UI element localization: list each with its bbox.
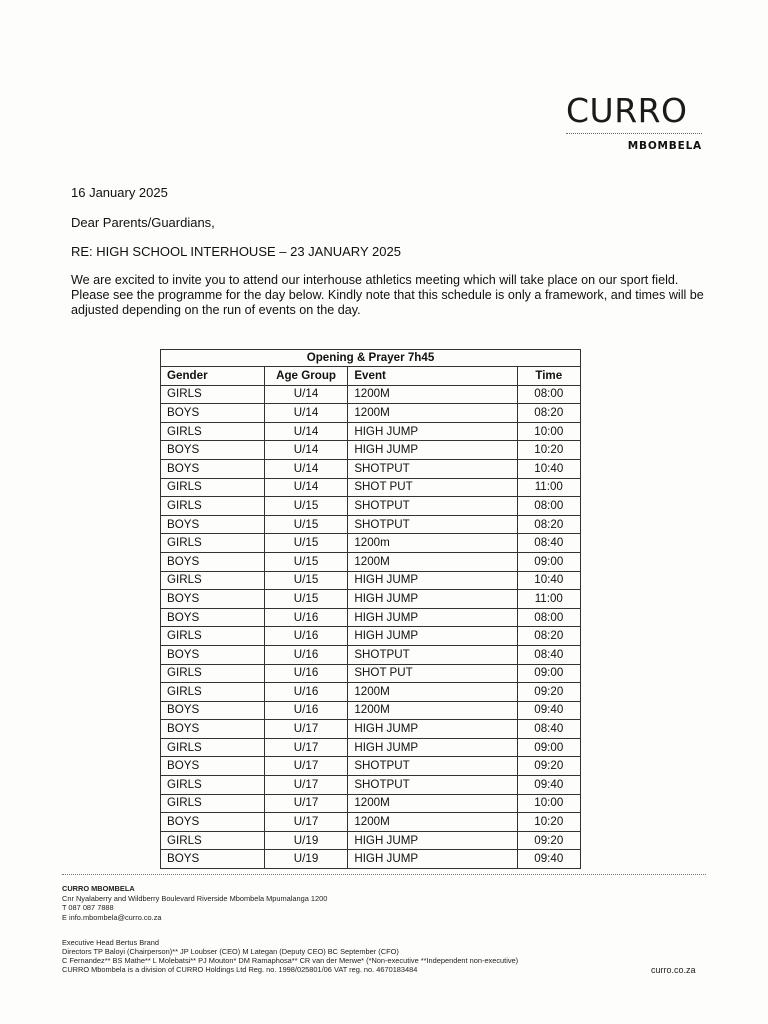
cell-time: 08:00 — [517, 385, 580, 404]
footer-phone: T 087 087 7888 — [62, 903, 114, 912]
cell-gender: BOYS — [161, 515, 265, 534]
cell-time: 10:40 — [517, 571, 580, 590]
cell-event: HIGH JUMP — [348, 720, 517, 739]
cell-time: 11:00 — [517, 478, 580, 497]
cell-age-group: U/14 — [264, 422, 348, 441]
table-row — [161, 664, 581, 683]
header-event: Event — [348, 367, 517, 386]
header-age-group: Age Group — [264, 367, 348, 386]
cell-event: 1200M — [348, 794, 517, 813]
table-row — [161, 515, 581, 534]
cell-gender: BOYS — [161, 552, 265, 571]
cell-gender: GIRLS — [161, 794, 265, 813]
logo-campus: MBOMBELA — [627, 140, 702, 152]
table-row — [161, 683, 581, 702]
cell-time: 09:40 — [517, 850, 580, 869]
cell-event: 1200m — [348, 534, 517, 553]
table-row — [161, 757, 581, 776]
cell-time: 08:20 — [517, 627, 580, 646]
cell-gender: BOYS — [161, 645, 265, 664]
cell-age-group: U/16 — [264, 664, 348, 683]
table-row — [161, 701, 581, 720]
cell-age-group: U/17 — [264, 776, 348, 795]
cell-time: 09:20 — [517, 757, 580, 776]
letter-salutation: Dear Parents/Guardians, — [71, 215, 215, 230]
table-row — [161, 534, 581, 553]
cell-age-group: U/14 — [264, 459, 348, 478]
cell-gender: GIRLS — [161, 497, 265, 516]
cell-gender: BOYS — [161, 404, 265, 423]
cell-gender: GIRLS — [161, 385, 265, 404]
cell-gender: GIRLS — [161, 831, 265, 850]
cell-gender: GIRLS — [161, 627, 265, 646]
cell-event: 1200M — [348, 683, 517, 702]
cell-gender: BOYS — [161, 757, 265, 776]
opening-prayer-banner: Opening & Prayer 7h45 — [161, 350, 581, 367]
table-row — [161, 404, 581, 423]
cell-time: 10:20 — [517, 441, 580, 460]
footer-divider — [62, 874, 706, 875]
cell-time: 10:00 — [517, 422, 580, 441]
table-row — [161, 776, 581, 795]
cell-event: 1200M — [348, 404, 517, 423]
cell-time: 08:00 — [517, 497, 580, 516]
cell-gender: GIRLS — [161, 478, 265, 497]
cell-gender: BOYS — [161, 701, 265, 720]
letter-body — [71, 273, 711, 318]
cell-event: SHOT PUT — [348, 478, 517, 497]
cell-event: 1200M — [348, 813, 517, 832]
cell-time: 08:20 — [517, 515, 580, 534]
table-row — [161, 608, 581, 627]
cell-time: 08:40 — [517, 534, 580, 553]
cell-event: HIGH JUMP — [348, 738, 517, 757]
cell-event: SHOTPUT — [348, 459, 517, 478]
table-body — [161, 385, 581, 868]
cell-time: 08:40 — [517, 720, 580, 739]
table-row — [161, 590, 581, 609]
cell-time: 10:00 — [517, 794, 580, 813]
cell-event: HIGH JUMP — [348, 422, 517, 441]
cell-age-group: U/15 — [264, 590, 348, 609]
cell-age-group: U/14 — [264, 478, 348, 497]
cell-time: 11:00 — [517, 590, 580, 609]
cell-time: 10:40 — [517, 459, 580, 478]
table-row — [161, 627, 581, 646]
curro-logo — [566, 92, 704, 152]
table-row — [161, 738, 581, 757]
cell-time: 09:00 — [517, 738, 580, 757]
cell-age-group: U/15 — [264, 515, 348, 534]
cell-age-group: U/14 — [264, 404, 348, 423]
cell-event: HIGH JUMP — [348, 627, 517, 646]
cell-event: 1200M — [348, 552, 517, 571]
cell-time: 08:20 — [517, 404, 580, 423]
cell-time: 09:00 — [517, 664, 580, 683]
cell-time: 08:00 — [517, 608, 580, 627]
table-row — [161, 720, 581, 739]
cell-gender: BOYS — [161, 608, 265, 627]
letter-date: 16 January 2025 — [71, 185, 168, 200]
cell-event: SHOT PUT — [348, 664, 517, 683]
cell-gender: BOYS — [161, 850, 265, 869]
cell-age-group: U/16 — [264, 645, 348, 664]
footer-exec-head: Executive Head Bertus Brand — [62, 938, 159, 947]
cell-gender: BOYS — [161, 459, 265, 478]
footer-address: Cnr Nyalaberry and Wildberry Boulevard Riverside Mbombela Mpumalanga 1200 — [62, 893, 328, 903]
cell-gender: GIRLS — [161, 738, 265, 757]
cell-gender: BOYS — [161, 590, 265, 609]
cell-gender: GIRLS — [161, 422, 265, 441]
cell-event: 1200M — [348, 701, 517, 720]
cell-event: SHOTPUT — [348, 757, 517, 776]
letter-body-paragraph: We are excited to invite you to attend our interhouse athletics meeting which will take place on our sport field. Please see the programme for the day below. Kindly note that this schedule is only a framework, and times will be adjusted depending on the run of events on the day. — [71, 273, 704, 317]
cell-time: 09:40 — [517, 776, 580, 795]
cell-age-group: U/15 — [264, 534, 348, 553]
cell-event: HIGH JUMP — [348, 441, 517, 460]
cell-gender: BOYS — [161, 813, 265, 832]
cell-time: 09:20 — [517, 831, 580, 850]
cell-event: HIGH JUMP — [348, 571, 517, 590]
footer-directors-2: C Fernandez** BS Mathe** L Molebatsi** PJ Mouton* DM Ramaphosa** CR van der Merwe* (*Non-executive **Independent non-executive) — [62, 956, 519, 965]
cell-gender: GIRLS — [161, 683, 265, 702]
cell-event: HIGH JUMP — [348, 850, 517, 869]
header-time: Time — [517, 367, 580, 386]
logo-divider — [566, 133, 702, 134]
table-row — [161, 478, 581, 497]
table-banner-row — [161, 350, 581, 367]
table-row — [161, 422, 581, 441]
cell-age-group: U/16 — [264, 701, 348, 720]
cell-time: 08:40 — [517, 645, 580, 664]
cell-age-group: U/17 — [264, 794, 348, 813]
table-row — [161, 385, 581, 404]
cell-age-group: U/17 — [264, 757, 348, 776]
cell-gender: GIRLS — [161, 664, 265, 683]
table-row — [161, 813, 581, 832]
cell-event: HIGH JUMP — [348, 831, 517, 850]
footer-school-name: CURRO MBOMBELA — [62, 884, 135, 893]
cell-age-group: U/16 — [264, 608, 348, 627]
cell-age-group: U/15 — [264, 552, 348, 571]
cell-age-group: U/19 — [264, 831, 348, 850]
header-gender: Gender — [161, 367, 265, 386]
footer-directors-1: Directors TP Baloyi (Chairperson)** JP Loubser (CEO) M Lategan (Deputy CEO) BC September (CFO) — [62, 947, 399, 956]
table-row — [161, 441, 581, 460]
table-row — [161, 459, 581, 478]
cell-event: SHOTPUT — [348, 645, 517, 664]
cell-age-group: U/19 — [264, 850, 348, 869]
letter-subject: RE: HIGH SCHOOL INTERHOUSE – 23 JANUARY 2025 — [71, 244, 401, 259]
table-row — [161, 645, 581, 664]
footer-division: CURRO Mbombela is a division of CURRO Holdings Ltd Reg. no. 1998/025801/06 VAT reg. no. 4670183484 — [62, 965, 418, 974]
cell-event: HIGH JUMP — [348, 590, 517, 609]
footer-website: curro.co.za — [651, 965, 696, 975]
footer-email: E info.mbombela@curro.co.za — [62, 912, 162, 922]
table-row — [161, 571, 581, 590]
cell-gender: GIRLS — [161, 534, 265, 553]
programme-table — [160, 349, 581, 869]
cell-time: 09:40 — [517, 701, 580, 720]
cell-event: SHOTPUT — [348, 776, 517, 795]
table-row — [161, 831, 581, 850]
cell-gender: BOYS — [161, 441, 265, 460]
cell-age-group: U/16 — [264, 683, 348, 702]
cell-age-group: U/15 — [264, 571, 348, 590]
cell-age-group: U/17 — [264, 738, 348, 757]
table-row — [161, 552, 581, 571]
cell-event: SHOTPUT — [348, 497, 517, 516]
footer-contact — [62, 884, 327, 922]
cell-age-group: U/14 — [264, 441, 348, 460]
cell-age-group: U/17 — [264, 720, 348, 739]
cell-time: 09:20 — [517, 683, 580, 702]
table-row — [161, 497, 581, 516]
table-header-row — [161, 367, 581, 386]
cell-gender: BOYS — [161, 720, 265, 739]
logo-brand: CURRO — [566, 91, 688, 130]
cell-age-group: U/15 — [264, 497, 348, 516]
cell-age-group: U/16 — [264, 627, 348, 646]
cell-gender: GIRLS — [161, 776, 265, 795]
cell-age-group: U/17 — [264, 813, 348, 832]
cell-time: 09:00 — [517, 552, 580, 571]
cell-age-group: U/14 — [264, 385, 348, 404]
cell-event: HIGH JUMP — [348, 608, 517, 627]
cell-event: SHOTPUT — [348, 515, 517, 534]
cell-time: 10:20 — [517, 813, 580, 832]
table-row — [161, 794, 581, 813]
table-row — [161, 850, 581, 869]
footer-legal — [62, 938, 518, 974]
cell-gender: GIRLS — [161, 571, 265, 590]
cell-event: 1200M — [348, 385, 517, 404]
